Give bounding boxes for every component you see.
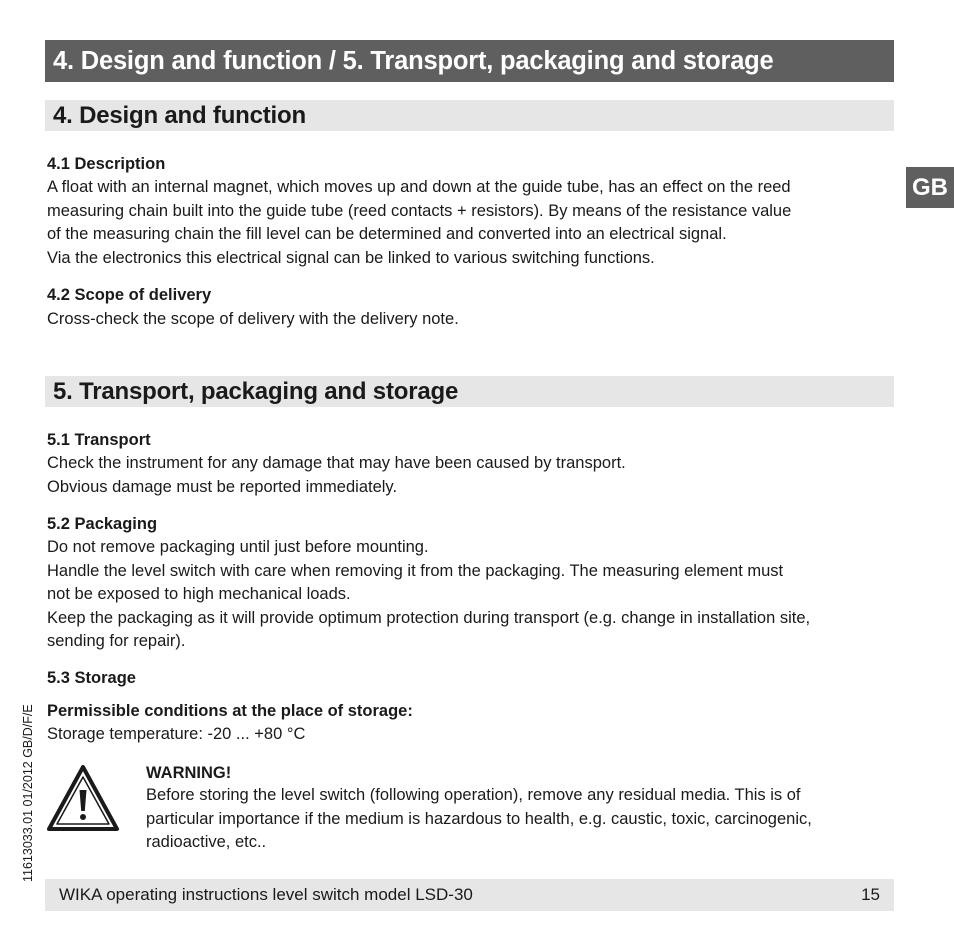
footer-text: WIKA operating instructions level switch model LSD-30	[59, 885, 473, 904]
subsection-4-2-heading: 4.2 Scope of delivery	[47, 286, 212, 304]
section-5-heading: 5. Transport, packaging and storage	[45, 376, 894, 407]
section-4-heading: 4. Design and function	[45, 100, 894, 131]
text-line: Storage temperature: -20 ... +80 °C	[47, 725, 306, 743]
text-line: not be exposed to high mechanical loads.	[47, 585, 351, 603]
page-number: 15	[861, 885, 880, 904]
subsection-4-1-heading: 4.1 Description	[47, 155, 166, 173]
document-code: 11613033.01 01/2012 GB/D/F/E	[21, 704, 35, 882]
language-tab-gb: GB	[906, 167, 954, 208]
subsection-4-2-text	[47, 308, 907, 332]
subsection-5-1-heading: 5.1 Transport	[47, 431, 151, 449]
text-line: of the measuring chain the fill level can be determined and converted into an electrical signal.	[47, 225, 727, 243]
storage-conditions-heading: Permissible conditions at the place of storage:	[47, 702, 413, 720]
text-line: Obvious damage must be reported immediately.	[47, 477, 398, 496]
warning-text	[146, 784, 906, 855]
text-line: Check the instrument for any damage that may have been caused by transport.	[47, 454, 626, 472]
warning-triangle-icon	[46, 764, 120, 832]
text-line: Keep the packaging as it will provide optimum protection during transport (e.g. change in installation site,	[47, 608, 811, 627]
text-line: radioactive, etc..	[146, 833, 267, 851]
subsection-5-3-heading: 5.3 Storage	[47, 669, 136, 687]
subsection-5-2-heading: 5.2 Packaging	[47, 515, 158, 533]
text-line: particular importance if the medium is hazardous to health, e.g. caustic, toxic, carcinogenic,	[146, 809, 812, 828]
text-line: Before storing the level switch (following operation), remove any residual media. This is of	[146, 786, 801, 804]
text-line: A float with an internal magnet, which moves up and down at the guide tube, has an effect on the reed	[47, 178, 791, 196]
page-footer	[45, 879, 894, 911]
text-line: Via the electronics this electrical signal can be linked to various switching functions.	[47, 248, 655, 267]
text-line: Handle the level switch with care when removing it from the packaging. The measuring element must	[47, 561, 784, 580]
subsection-5-1-text	[47, 452, 907, 499]
text-line: sending for repair).	[47, 632, 186, 650]
warning-block	[146, 762, 906, 855]
text-line: Cross-check the scope of delivery with the delivery note.	[47, 310, 459, 328]
warning-title: WARNING!	[146, 764, 232, 782]
storage-temperature-text	[47, 723, 907, 747]
subsection-4-1-text	[47, 176, 907, 270]
subsection-5-2-text	[47, 536, 907, 654]
text-line: Do not remove packaging until just before mounting.	[47, 538, 429, 556]
text-line: measuring chain built into the guide tube (reed contacts + resistors). By means of the resistance value	[47, 201, 792, 220]
page-banner-title: 4. Design and function / 5. Transport, packaging and storage	[45, 40, 894, 82]
